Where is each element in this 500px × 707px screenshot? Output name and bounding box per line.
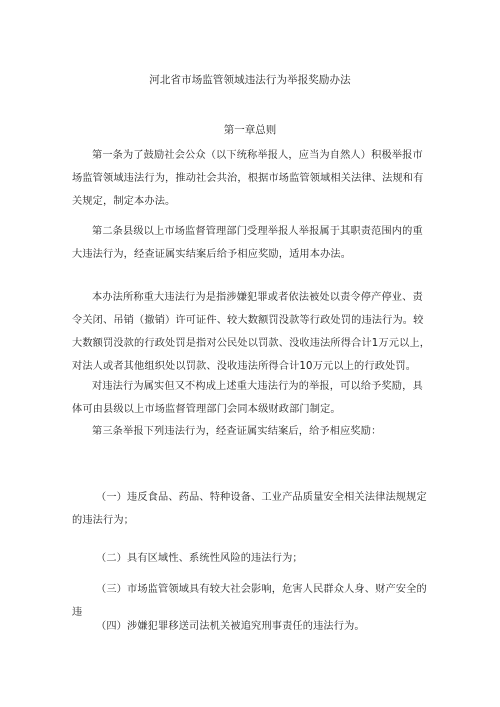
paragraph-article-1: 第一条为了鼓励社会公众（以下统称举报人，应当为自然人）积极举报市场监管领域违法行为，推动社会共治，根据市场监管领域相关法律、法规和有关规定，制定本办法。 bbox=[72, 150, 424, 207]
paragraph-major-violation-definition: 本办法所称重大违法行为是指涉嫌犯罪或者依法被处以责令停产停业、责令关闭、吊销（撤销）许可证件、较大数额罚没款等行政处罚的违法行为。较大数额罚没款的行政处罚是指对公民处以罚款、没收违法所得合计1万元以上，对法人或者其他组织处以罚款、没收违法所得合计10万元以上的行政处罚。 bbox=[72, 292, 431, 372]
document-title: 河北省市场监管领域违法行为举报奖励办法 bbox=[149, 74, 351, 86]
list-item-2: （二）具有区域性、系统性风险的违法行为； bbox=[96, 553, 303, 564]
list-item-3: （三）市场监管领域具有较大社会影响，危害人民群众人身、财产安全的违 bbox=[72, 584, 427, 618]
list-item-1: （一）违反食品、药品、特种设备、工业产品质量安全相关法律法规规定的违法行为； bbox=[72, 492, 427, 526]
paragraph-article-2: 第二条县级以上市场监督管理部门受理举报人举报属于其职责范围内的重大违法行为，经查证属实结案后给予相应奖励，适用本办法。 bbox=[72, 226, 423, 260]
paragraph-minor-violation-reward: 对违法行为属实但又不构成上述重大违法行为的举报，可以给予奖励，具体可由县级以上市场监督管理部门会同本级财政部门制定。 bbox=[72, 381, 423, 415]
chapter-heading: 第一章总则 bbox=[223, 124, 277, 136]
list-item-4: （四）涉嫌犯罪移送司法机关被追究刑事责任的违法行为。 bbox=[96, 621, 365, 632]
paragraph-article-3: 第三条举报下列违法行为，经查证属实结案后，给予相应奖励： bbox=[92, 426, 382, 437]
